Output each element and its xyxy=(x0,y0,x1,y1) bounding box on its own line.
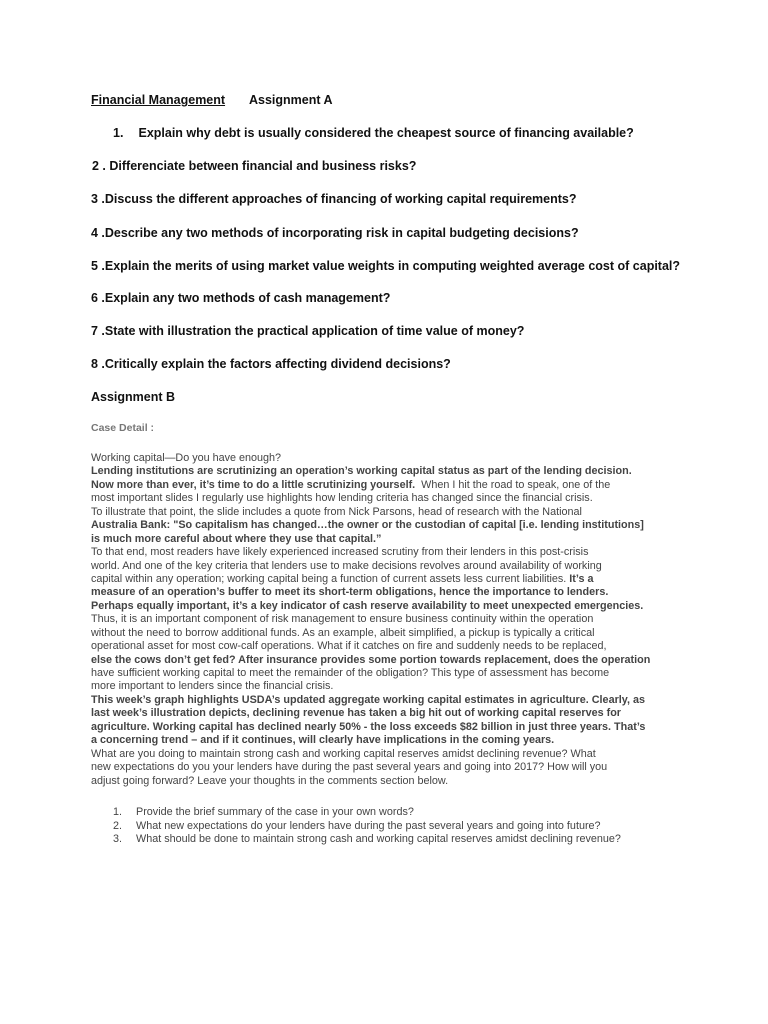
list-item-number: 1. xyxy=(113,806,123,818)
case-line: Thus, it is an important component of risk management to ensure business continuity within the operation xyxy=(91,613,594,626)
list-item-number: 3. xyxy=(113,833,123,846)
list-item-text: What new expectations do your lenders have during the past several years and going into future? xyxy=(136,819,601,832)
case-text xyxy=(91,452,691,788)
case-line: What are you doing to maintain strong cash and working capital reserves amidst declining revenue? What xyxy=(91,747,596,760)
case-line: To illustrate that point, the slide includes a quote from Nick Parsons, head of research with the National xyxy=(91,505,582,518)
case-line-part: capital within any operation; working capital being a function of current assets less current liabilities. xyxy=(91,572,567,585)
case-line: operational asset for most cow-calf operations. What if it catches on fire and suddenly needs to be replaced, xyxy=(91,640,607,653)
case-line: measure of an operation’s buffer to meet its short-term obligations, hence the importance to lenders. xyxy=(91,586,609,599)
case-line: more important to lenders since the financial crisis. xyxy=(91,680,334,693)
case-line: agriculture. Working capital has declined nearly 50% - the loss exceeds $82 billion in just three years. That’s xyxy=(91,720,646,733)
case-line: This week’s graph highlights USDA’s updated aggregate working capital estimates in agriculture. Clearly, as xyxy=(91,693,645,706)
question-6: 6 .Explain any two methods of cash management? xyxy=(91,291,391,305)
list-item-number: 2. xyxy=(113,819,123,832)
case-line: new expectations do you your lenders have during the past several years and going into 2017? How will you xyxy=(91,761,608,774)
question-text: Explain why debt is usually considered the cheapest source of financing available? xyxy=(138,126,634,140)
question-5: 5 .Explain the merits of using market value weights in computing weighted average cost of capital? xyxy=(91,259,681,273)
case-line: is much more careful about where they use that capital.” xyxy=(91,532,382,545)
document-header xyxy=(91,93,333,107)
case-line xyxy=(91,654,691,667)
case-line: a concerning trend – and if it continues, will clearly have implications in the coming years. xyxy=(91,734,555,747)
case-line-part: else the cows don’t get fed? xyxy=(91,653,236,666)
course-title: Financial Management xyxy=(91,93,226,107)
case-line-part: When I hit the road to speak, one of the xyxy=(415,478,611,491)
case-line xyxy=(91,479,691,492)
question-4: 4 .Describe any two methods of incorporating risk in capital budgeting decisions? xyxy=(91,226,579,240)
case-line-part: It’s a xyxy=(566,572,594,585)
assignment-a-title: Assignment A xyxy=(249,93,333,107)
question-7: 7 .State with illustration the practical application of time value of money? xyxy=(91,324,525,338)
case-line: To that end, most readers have likely experienced increased scrutiny from their lenders in this post-crisis xyxy=(91,546,589,559)
case-line: adjust going forward? Leave your thoughts in the comments section below. xyxy=(91,774,449,787)
list-item xyxy=(113,806,673,820)
case-line: last week’s illustration depicts, declining revenue has taken a big hit out of working capital reserves for xyxy=(91,707,621,720)
case-line: without the need to borrow additional funds. As an example, albeit simplified, a pickup is typically a critical xyxy=(91,626,595,639)
case-line: most important slides I regularly use highlights how lending criteria has changed since the financial crisis. xyxy=(91,492,593,505)
case-detail-label: Case Detail : xyxy=(91,422,155,434)
question-8: 8 .Critically explain the factors affecting dividend decisions? xyxy=(91,357,451,371)
case-line: Working capital—Do you have enough? xyxy=(91,452,282,464)
case-line-part: Now more than ever, it’s time to do a little scrutinizing yourself. xyxy=(91,478,416,491)
question-3: 3 .Discuss the different approaches of financing of working capital requirements? xyxy=(91,192,577,206)
list-item-text: Provide the brief summary of the case in your own words? xyxy=(136,806,414,818)
case-line-part: After insurance provides some portion towards replacement, does the operation xyxy=(235,653,651,666)
assignment-b-title: Assignment B xyxy=(91,390,176,404)
case-line: have sufficient working capital to meet the remainder of the obligation? This type of assessment has become xyxy=(91,667,610,679)
case-line: Lending institutions are scrutinizing an operation’s working capital status as part of the lending decision. xyxy=(91,465,632,478)
list-item xyxy=(113,833,673,847)
list-item-text: What should be done to maintain strong cash and working capital reserves amidst declining revenue? xyxy=(136,833,621,846)
case-line: Australia Bank: "So capitalism has changed…the owner or the custodian of capital [i.e. lending institutions] xyxy=(91,519,644,532)
question-number: 1. xyxy=(113,126,124,140)
case-questions-list xyxy=(113,806,673,847)
case-line: Perhaps equally important, it’s a key indicator of cash reserve availability to meet unexpected emergencies. xyxy=(91,599,644,612)
question-2: 2 . Differenciate between financial and business risks? xyxy=(92,159,417,173)
list-item xyxy=(113,820,673,834)
case-line: world. And one of the key criteria that lenders use to make decisions revolves around availability of working xyxy=(91,559,602,572)
case-line xyxy=(91,573,691,586)
question-1 xyxy=(113,126,634,140)
